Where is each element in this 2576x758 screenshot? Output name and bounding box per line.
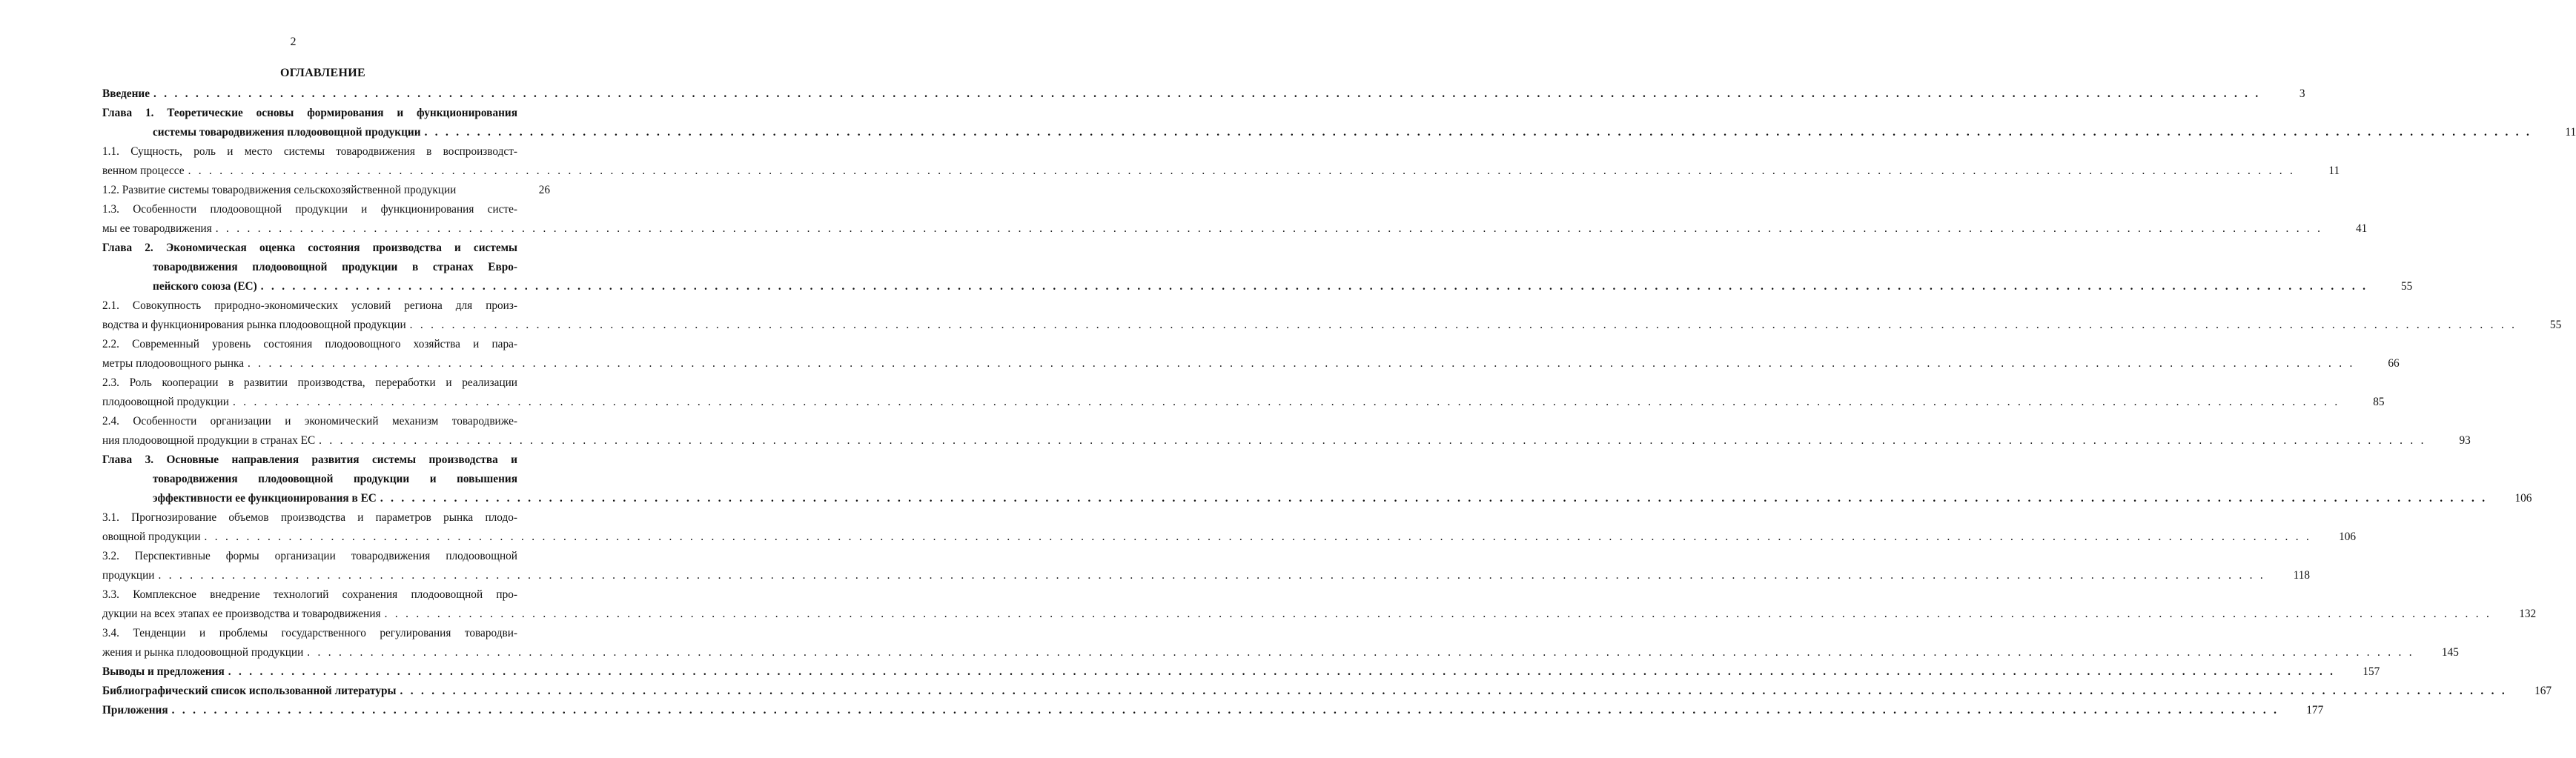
toc-entry-line (102, 643, 2459, 662)
toc-page-number: 11 (2565, 126, 2576, 139)
toc-page-number: 55 (2400, 280, 2413, 293)
toc-entry-text: продукции (102, 569, 155, 582)
toc-page-number: 157 (2363, 665, 2380, 678)
toc-entry-line (102, 470, 550, 489)
toc-entry-line (102, 451, 550, 470)
toc-entry-text: Приложения (102, 704, 168, 717)
toc-entry-line (102, 84, 2305, 104)
toc-entry (102, 181, 550, 200)
toc-entry-text: эффективности ее функционирования в ЕС (153, 492, 377, 505)
toc-entry-line (102, 258, 550, 277)
toc-entry (102, 701, 2324, 720)
toc-entry (102, 200, 2368, 239)
toc-entry-text: Глава 2. Экономическая оценка состояния производства и системы (102, 242, 517, 254)
page-number: 2 (290, 36, 297, 48)
toc-entry (102, 547, 2311, 585)
toc-entry (102, 335, 2400, 373)
toc-page-number: 26 (538, 184, 550, 196)
toc-entry-line (102, 412, 550, 431)
toc-page-number: 118 (2293, 569, 2311, 582)
toc-entry-line (102, 682, 2552, 701)
toc-page-number: 93 (2459, 434, 2471, 447)
toc-entry-text: метры плодоовощного рынка (102, 357, 245, 370)
toc-entry (102, 104, 2576, 142)
toc-entry-line (102, 701, 2324, 720)
toc-entry-line (102, 605, 2537, 624)
dot-leader: . . . . . . . . . . . . . . . . . . . . . . . . . . . . . . . . . . . . . . . . . . . . . . . . . . . . . . . . . . . . . . . . . . . . . . . . . . . . . . . . . . . . . . . . . . . . . . . . . . . . . . . . . . . . . . . . . . . . . . . . . . . . . . . . . . . . . . . . . . . . . . . . . . . . . . . . . . . . . . . . . . . . . . . . . . . . . . . . . . . . . . . . . . . . . . . . . . . . . . . . (188, 164, 2296, 177)
toc-entry (102, 84, 2305, 104)
toc-entry-line (102, 181, 550, 200)
toc-entry (102, 451, 2532, 508)
table-of-contents (102, 84, 2576, 720)
toc-entry-text: 1.3. Особенности плодоовощной продукции и функционирования систе- (102, 203, 517, 216)
toc-entry-line (102, 393, 2385, 412)
toc-entry (102, 662, 2380, 682)
dot-leader: . . . . . . . . . . . . . . . . . . . . . . . . . . . . . . . . . . . . . . . . . . . . . . . . . . . . . . . . . . . . . . . . . . . . . . . . . . . . . . . . . . . . . . . . . . . . . . . . . . . . . . . . . . . . . . . . . . . . . . . . . . . . . . . . . . . . . . . . . . . . . . . . . . . . . . . . . . . . . . . . . . . . . . . . . . . . . . . . . . . . . . . . . . . . . . . . . . . . . . . . (260, 280, 2368, 293)
toc-entry-line (102, 316, 2562, 335)
toc-entry-text: 3.2. Перспективные формы организации товародвижения плодоовощной (102, 550, 517, 562)
toc-entry-text: ния плодоовощной продукции в странах ЕС (102, 434, 316, 447)
toc-title: ОГЛАВЛЕНИЕ (280, 67, 365, 79)
toc-entry-text: 3.1. Прогнозирование объемов производства и параметров рынка плодо- (102, 511, 517, 524)
dot-leader: . . . . . . . . . . . . . . . . . . . . . . . . . . . . . . . . . . . . . . . . . . . . . . . . . . . . . . . . . . . . . . . . . . . . . . . . . . . . . . . . . . . . . . . . . . . . . . . . . . . . . . . . . . . . . . . . . . . . . . . . . . . . . . . . . . . . . . . . . . . . . . . . . . . . . . . . . . . . . . . . . . . . . . . . . . . . . . . . . . . . . . . . . . . . . . . . . . . . . . . . (424, 126, 2532, 139)
toc-entry-line (102, 528, 2357, 547)
toc-entry-line (102, 489, 2532, 508)
toc-entry-text: венном процессе (102, 164, 185, 177)
toc-entry-text: плодоовощной продукции (102, 396, 229, 408)
toc-entry-text: 2.1. Совокупность природно-экономических условий региона для произ- (102, 299, 517, 312)
toc-page-number: 132 (2519, 608, 2537, 620)
toc-entry-line (102, 662, 2380, 682)
toc-entry-line (102, 547, 550, 566)
toc-entry-text: Глава 3. Основные направления развития системы производства и (102, 453, 517, 466)
dot-leader: . . . . . . . . . . . . . . . . . . . . . . . . . . . . . . . . . . . . . . . . . . . . . . . . . . . . . . . . . . . . . . . . . . . . . . . . . . . . . . . . . . . . . . . . . . . . . . . . . . . . . . . . . . . . . . . . . . . . . . . . . . . . . . . . . . . . . . . . . . . . . . . . . . . . . . . . . . . . . . . . . . . . . . . . . . . . . . . . . . . . . . . . . . . . . . . . . . . . . . . . (384, 608, 2492, 620)
toc-entry-text: Глава 1. Теоретические основы формирования и функционирования (102, 107, 517, 119)
toc-entry-text: водства и функционирования рынка плодоовощной продукции (102, 319, 406, 331)
toc-entry (102, 624, 2459, 662)
toc-entry-line (102, 296, 550, 316)
dot-leader: . . . . . . . . . . . . . . . . . . . . . . . . . . . . . . . . . . . . . . . . . . . . . . . . . . . . . . . . . . . . . . . . . . . . . . . . . . . . . . . . . . . . . . . . . . . . . . . . . . . . . . . . . . . . . . . . . . . . . . . . . . . . . . . . . . . . . . . . . . . . . . . . . . . . . . . . . . . . . . . . . . . . . . . . . . . . . . . . . . . . . . . . . . . . . . . . . . . . . . . . (153, 87, 2261, 100)
toc-entry (102, 508, 2357, 547)
dot-leader: . . . . . . . . . . . . . . . . . . . . . . . . . . . . . . . . . . . . . . . . . . . . . . . . . . . . . . . . . . . . . . . . . . . . . . . . . . . . . . . . . . . . . . . . . . . . . . . . . . . . . . . . . . . . . . . . . . . . . . . . . . . . . . . . . . . . . . . . . . . . . . . . . . . . . . . . . . . . . . . . . . . . . . . . . . . . . . . . . . . . . . . . . . . . . . . . . . . . . . . . (307, 646, 2414, 659)
toc-entry-text: жения и рынка плодоовощной продукции (102, 646, 304, 659)
toc-entry (102, 682, 2552, 701)
toc-entry-text: пейского союза (ЕС) (153, 280, 257, 293)
toc-entry-line (102, 335, 550, 354)
toc-entry-text: 1.1. Сущность, роль и место системы товародвижения в воспроизводст- (102, 145, 517, 158)
toc-page-number: 85 (2373, 396, 2385, 408)
toc-entry-line (102, 508, 550, 528)
toc-entry-line (102, 239, 550, 258)
dot-leader: . . . . . . . . . . . . . . . . . . . . . . . . . . . . . . . . . . . . . . . . . . . . . . . . . . . . . . . . . . . . . . . . . . . . . . . . . . . . . . . . . . . . . . . . . . . . . . . . . . . . . . . . . . . . . . . . . . . . . . . . . . . . . . . . . . . . . . . . . . . . . . . . . . . . . . . . . . . . . . . . . . . . . . . . . . . . . . . . . . . . . . . . . . . . . . . . . . . . . . . . (232, 396, 2340, 408)
toc-entry-line (102, 123, 2576, 142)
toc-page-number: 145 (2441, 646, 2459, 659)
toc-entry-text: овощной продукции (102, 531, 201, 543)
dot-leader: . . . . . . . . . . . . . . . . . . . . . . . . . . . . . . . . . . . . . . . . . . . . . . . . . . . . . . . . . . . . . . . . . . . . . . . . . . . . . . . . . . . . . . . . . . . . . . . . . . . . . . . . . . . . . . . . . . . . . . . . . . . . . . . . . . . . . . . . . . . . . . . . . . . . . . . . . . . . . . . . . . . . . . . . . . . . . . . . . . . . . . . . . . . . . . . . . . . . . . . . (171, 704, 2279, 717)
toc-entry-line (102, 142, 550, 162)
toc-entry-text: системы товародвижения плодоовощной продукции (153, 126, 421, 139)
dot-leader: . . . . . . . . . . . . . . . . . . . . . . . . . . . . . . . . . . . . . . . . . . . . . . . . . . . . . . . . . . . . . . . . . . . . . . . . . . . . . . . . . . . . . . . . . . . . . . . . . . . . . . . . . . . . . . . . . . . . . . . . . . . . . . . . . . . . . . . . . . . . . . . . . . . . . . . . . . . . . . . . . . . . . . . . . . . . . . . . . . . . . . . . . . . . . . . . . . . . . . . . (319, 434, 2426, 447)
toc-page-number: 11 (2328, 164, 2340, 177)
toc-entry-text: 2.4. Особенности организации и экономический механизм товародвиже- (102, 415, 517, 428)
toc-entry-text: 3.4. Тенденции и проблемы государственного регулирования товародви- (102, 627, 517, 639)
toc-entry-text: дукции на всех этапах ее производства и товародвижения (102, 608, 381, 620)
toc-entry (102, 373, 2385, 412)
toc-entry-line (102, 624, 550, 643)
toc-entry (102, 585, 2537, 624)
toc-entry-line (102, 585, 550, 605)
toc-entry-text: товародвижения плодоовощной продукции в странах Евро- (153, 261, 517, 273)
toc-entry-line (102, 219, 2368, 239)
toc-entry (102, 296, 2562, 335)
dot-leader: . . . . . . . . . . . . . . . . . . . . . . . . . . . . . . . . . . . . . . . . . . . . . . . . . . . . . . . . . . . . . . . . . . . . . . . . . . . . . . . . . . . . . . . . . . . . . . . . . . . . . . . . . . . . . . . . . . . . . . . . . . . . . . . . . . . . . . . . . . . . . . . . . . . . . . . . . . . . . . . . . . . . . . . . . . . . . . . . . . . . . . . . . . . . . . . . . . . . . . . . (204, 531, 2312, 543)
toc-page-number: 106 (2514, 492, 2532, 505)
toc-page-number: 55 (2549, 319, 2562, 331)
toc-entry-text: Введение (102, 87, 150, 100)
toc-entry-text: 2.3. Роль кооперации в развитии производства, переработки и реализации (102, 376, 517, 389)
dot-leader: . . . . . . . . . . . . . . . . . . . . . . . . . . . . . . . . . . . . . . . . . . . . . . . . . . . . . . . . . . . . . . . . . . . . . . . . . . . . . . . . . . . . . . . . . . . . . . . . . . . . . . . . . . . . . . . . . . . . . . . . . . . . . . . . . . . . . . . . . . . . . . . . . . . . . . . . . . . . . . . . . . . . . . . . . . . . . . . . . . . . . . . . . . . . . . . . . . . . . . . . (380, 492, 2488, 505)
toc-entry-text: Выводы и предложения (102, 665, 225, 678)
toc-page-number: 177 (2306, 704, 2324, 717)
toc-page-number: 41 (2356, 222, 2368, 235)
toc-entry-line (102, 277, 2413, 296)
toc-entry-line (102, 162, 2340, 181)
toc-entry-line (102, 104, 550, 123)
toc-entry-text: товародвижения плодоовощной продукции и повышения (153, 473, 517, 485)
dot-leader: . . . . . . . . . . . . . . . . . . . . . . . . . . . . . . . . . . . . . . . . . . . . . . . . . . . . . . . . . . . . . . . . . . . . . . . . . . . . . . . . . . . . . . . . . . . . . . . . . . . . . . . . . . . . . . . . . . . . . . . . . . . . . . . . . . . . . . . . . . . . . . . . . . . . . . . . . . . . . . . . . . . . . . . . . . . . . . . . . . . . . . . . . . . . . . . . . . . . . . . . (228, 665, 2336, 678)
dot-leader: . . . . . . . . . . . . . . . . . . . . . . . . . . . . . . . . . . . . . . . . . . . . . . . . . . . . . . . . . . . . . . . . . . . . . . . . . . . . . . . . . . . . . . . . . . . . . . . . . . . . . . . . . . . . . . . . . . . . . . . . . . . . . . . . . . . . . . . . . . . . . . . . . . . . . . . . . . . . . . . . . . . . . . . . . . . . . . . . . . . . . . . . . . . . . . . . . . . . . . . . (215, 222, 2323, 235)
toc-entry-text: 2.2. Современный уровень состояния плодоовощного хозяйства и пара- (102, 338, 517, 350)
toc-entry-line (102, 566, 2311, 585)
toc-entry (102, 412, 2471, 451)
toc-entry-text: Библиографический список использованной литературы (102, 685, 397, 697)
toc-entry-line (102, 200, 550, 219)
toc-page-number: 106 (2339, 531, 2357, 543)
dot-leader: . . . . . . . . . . . . . . . . . . . . . . . . . . . . . . . . . . . . . . . . . . . . . . . . . . . . . . . . . . . . . . . . . . . . . . . . . . . . . . . . . . . . . . . . . . . . . . . . . . . . . . . . . . . . . . . . . . . . . . . . . . . . . . . . . . . . . . . . . . . . . . . . . . . . . . . . . . . . . . . . . . . . . . . . . . . . . . . . . . . . . . . . . . . . . . . . . . . . . . . . (409, 319, 2517, 331)
dot-leader: . . . . . . . . . . . . . . . . . . . . . . . . . . . . . . . . . . . . . . . . . . . . . . . . . . . . . . . . . . . . . . . . . . . . . . . . . . . . . . . . . . . . . . . . . . . . . . . . . . . . . . . . . . . . . . . . . . . . . . . . . . . . . . . . . . . . . . . . . . . . . . . . . . . . . . . . . . . . . . . . . . . . . . . . . . . . . . . . . . . . . . . . . . . . . . . . . . . . . . . . (158, 569, 2266, 582)
toc-entry-line (102, 354, 2400, 373)
toc-entry-line (102, 431, 2471, 451)
toc-page-number: 66 (2388, 357, 2400, 370)
toc-entry (102, 239, 2413, 296)
toc-entry-text: 1.2. Развитие системы товародвижения сельскохозяйственной продукции (102, 184, 457, 196)
dot-leader: . . . . . . . . . . . . . . . . . . . . . . . . . . . . . . . . . . . . . . . . . . . . . . . . . . . . . . . . . . . . . . . . . . . . . . . . . . . . . . . . . . . . . . . . . . . . . . . . . . . . . . . . . . . . . . . . . . . . . . . . . . . . . . . . . . . . . . . . . . . . . . . . . . . . . . . . . . . . . . . . . . . . . . . . . . . . . . . . . . . . . . . . . . . . . . . . . . . . . . . . (400, 685, 2508, 697)
toc-entry-text: 3.3. Комплексное внедрение технологий сохранения плодоовощной про- (102, 588, 517, 601)
dot-leader: . . . . . . . . . . . . . . . . . . . . . . . . . . . . . . . . . . . . . . . . . . . . . . . . . . . . . . . . . . . . . . . . . . . . . . . . . . . . . . . . . . . . . . . . . . . . . . . . . . . . . . . . . . . . . . . . . . . . . . . . . . . . . . . . . . . . . . . . . . . . . . . . . . . . . . . . . . . . . . . . . . . . . . . . . . . . . . . . . . . . . . . . . . . . . . . . . . . . . . . . (248, 357, 2355, 370)
toc-entry-line (102, 373, 550, 393)
toc-entry-text: мы ее товародвижения (102, 222, 212, 235)
toc-page-number: 3 (2299, 87, 2305, 100)
toc-entry (102, 142, 2340, 181)
toc-page-number: 167 (2534, 685, 2552, 697)
